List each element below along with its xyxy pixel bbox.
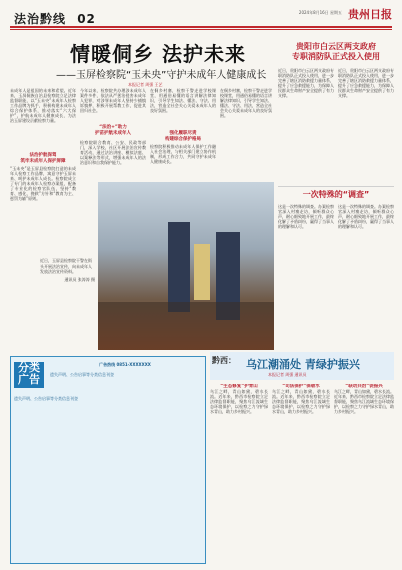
main-subhead: ——玉屏检察院“玉未央”守护未成年人健康成长 bbox=[56, 70, 267, 81]
article-col-2b: 检察院联合教育、公安、民政等部门，深入学校、社区开展法治宣传教育活动，通过法治讲座、模拟法庭、以案释法等形式，增强未成年人的法治意识和自我保护能力。 bbox=[80, 140, 146, 165]
header-rule bbox=[10, 26, 392, 28]
article-col-1: 未成年人是祖国的未来和希望。近年来，玉屏侗族自治县检察院立足法律监督职能，以“玉未央”未成年人检察工作品牌为抓手，积极构建未成年人综合保护体系，推动落实“六大保护”，护航未成年人健康成长，为法治玉屏建设贡献检察力量。 bbox=[10, 88, 76, 123]
right-story-title: 一次特殊的“调查” bbox=[302, 190, 370, 199]
col2-subheading: “法治+”助力 护苗护航未成年人 bbox=[95, 125, 131, 136]
article-col-3: 在侗乡村寨，检察干警走进学校课堂，用通俗易懂的语言讲解法律知识，引导学生知法、懂法、守法、用法，营造全社会关心关爱未成年人的良好氛围。 bbox=[150, 88, 216, 113]
bottom-col-2: “司法保护”保碧水 乌江之畔，青山如黛，碧水长流。近年来，黔西市检察院立足法律监督职能，聚焦乌江流域生态环境保护，以检察之力守护绿水青山，助力乡村振兴。 bbox=[272, 384, 330, 414]
right-news-col-1: 近日，贵阳市白云区两支政府专职消防队正式投入使用，进一步完善了辖区消防救援力量体系，提升了应急救援能力，为保障人民群众生命财产安全提供了有力支撑。 bbox=[278, 68, 334, 98]
photo-ground bbox=[98, 302, 274, 350]
photo-credit: 通讯员 张涛涛 摄 bbox=[64, 276, 95, 282]
classified-label: 分类 广告 bbox=[14, 362, 44, 388]
bottom-col-1: “生态修复”护青山 乌江之畔，青山如黛，碧水长流。近年来，黔西市检察院立足法律监督职能，聚焦乌江流域生态环境保护，以检察之力守护绿水青山，助力乡村振兴。 bbox=[210, 384, 268, 414]
section-title: 法治黔线 02 bbox=[14, 12, 96, 26]
main-photo bbox=[98, 182, 274, 350]
ad-notice: 遗失声明、公告启事等分类信息刊登 bbox=[50, 372, 114, 377]
right-news-title: 贵阳市白云区两支政府 专职消防队正式投入使用 bbox=[292, 42, 380, 61]
right-story-col-1: 这是一次特殊的调查。办案检察官深入村寨走访，倾听群众心声，耐心细致地开展工作，最终化解了矛盾纠纷，赢得了当事人的理解和认可。 bbox=[278, 204, 334, 229]
bottom-article-byline: 本报记者 周强 通讯员 bbox=[268, 372, 307, 377]
col3-subheading: 强化履职尽责 构建综合保护格局 bbox=[165, 131, 201, 142]
divider bbox=[278, 186, 394, 187]
bottom-article-tag: 黔西： bbox=[212, 356, 236, 365]
main-byline: 本报记者 周强 王艺 bbox=[128, 82, 163, 87]
bottom-col-3: “联动共治”促振兴 乌江之畔，青山如黛，碧水长流。近年来，黔西市检察院立足法律监督职能，聚焦乌江流域生态环境保护，以检察之力守护绿水青山，助力乡村振兴。 bbox=[334, 384, 394, 414]
right-news-col-2: 近日，贵阳市白云区两支政府专职消防队正式投入使用，进一步完善了辖区消防救援力量体系，提升了应急救援能力，为保障人民群众生命财产安全提供了有力支撑。 bbox=[338, 68, 394, 98]
newspaper-logo: 贵州日报 bbox=[348, 8, 392, 21]
ad-listings: 遗失声明、公告启事等分类信息刊登 bbox=[14, 396, 78, 401]
ad-hotline: 广告热线 0851-XXXXXXX bbox=[99, 362, 151, 367]
bottom-article-title: 乌江潮涌处 青绿护振兴 bbox=[246, 358, 360, 371]
article-col-1b: “玉未央”是玉屏县检察院打造的未成年人检察工作品牌，寓意守护玉屏未来、呵护未成年人成长。检察院成立了专门的未成年人检察办案组，配备了专业化的检察官队伍，坚持“教育、感化、挽救”方针和“教育为主、惩罚为辅”原则。 bbox=[10, 166, 76, 201]
page-number: 02 bbox=[77, 12, 96, 26]
officer-figure-1 bbox=[168, 222, 190, 312]
article-col-4: 在侗乡村寨，检察干警走进学校课堂，用通俗易懂的语言讲解法律知识，引导学生知法、懂法、守法、用法，营造全社会关心关爱未成年人的良好氛围。 bbox=[220, 88, 272, 118]
article-col-3b: 检察院积极推动未成年人保护工作融入社会治理，与相关部门建立协作机制，形成工作合力，共同守护未成年人健康成长。 bbox=[150, 144, 216, 164]
issue-date: 2024年8月16日 星期五 bbox=[298, 10, 342, 15]
main-headline: 情暖侗乡 法护未来 bbox=[70, 42, 246, 66]
right-story-col-2: 这是一次特殊的调查。办案检察官深入村寨走访，倾听群众心声，耐心细致地开展工作，最终化解了矛盾纠纷，赢得了当事人的理解和认可。 bbox=[338, 204, 394, 229]
col1-subheading: 法治护航保驾 筑牢未成年人保护屏障 bbox=[20, 153, 66, 164]
photo-caption: 近日，玉屏县检察院干警在街头开展法治宣传，向未成年人发放法治宣传资料。 通讯员 张涛涛 摄 bbox=[40, 258, 95, 282]
child-figure bbox=[194, 244, 210, 300]
article-col-2: 今年以来，检察院共办理涉未成年人案件多件，依法从严惩治侵害未成年人犯罪，对涉罪未成年人坚持少捕慎诉慎押，积极开展帮教工作，促进其回归社会。 bbox=[80, 88, 146, 113]
header-rule-thin bbox=[10, 29, 392, 30]
